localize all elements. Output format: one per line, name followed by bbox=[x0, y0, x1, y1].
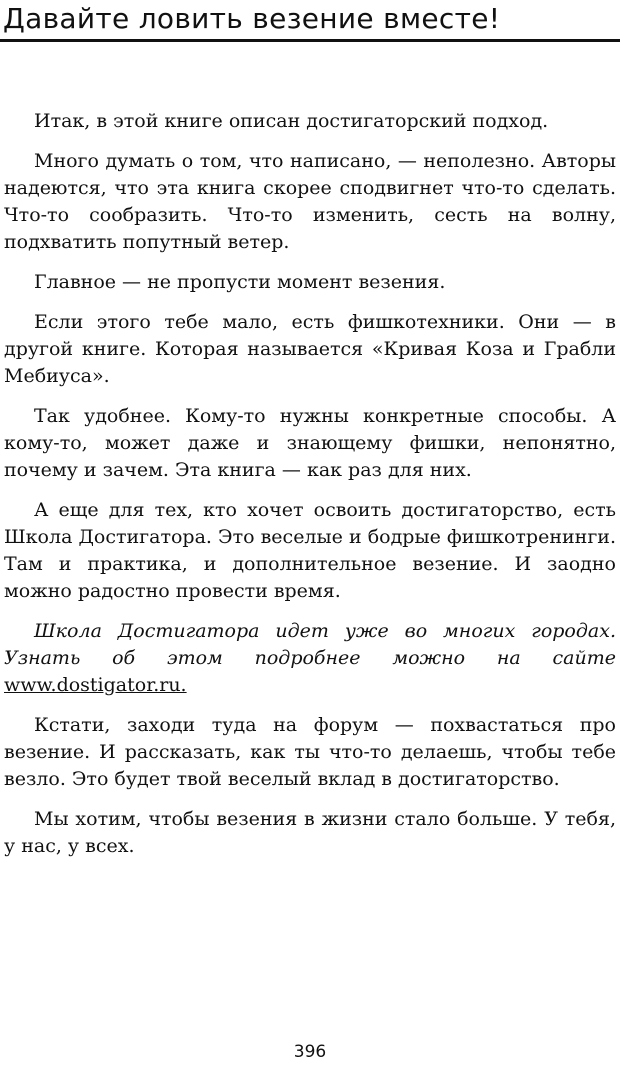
page-body bbox=[4, 108, 616, 873]
paragraph: Много думать о том, что написано, — неполезно. Авторы надеются, что эта книга скорее сподвигнет что-то сделать. Что-то сообразить. Что-то изменить, сесть на волну, подхватить попутный ветер. bbox=[4, 150, 616, 253]
paragraph: Главное — не пропусти момент везения. bbox=[34, 271, 446, 293]
paragraph: Если этого тебе мало, есть фишкотехники. Они — в другой книге. Которая называется «Кривая Коза и Грабли Мебиуса». bbox=[4, 311, 616, 387]
paragraph: Мы хотим, чтобы везения в жизни стало больше. У тебя, у нас, у всех. bbox=[4, 808, 616, 857]
italic-note bbox=[4, 618, 616, 699]
page-number: 396 bbox=[293, 1042, 327, 1062]
header-rule bbox=[0, 39, 620, 42]
paragraph: А еще для тех, кто хочет освоить достигаторство, есть Школа Достигатора. Это веселые и бодрые фишкотренинги. Там и практика, и дополнительное везение. И заодно можно радостно провести время. bbox=[4, 499, 616, 602]
chapter-title: Давайте ловить везение вместе! bbox=[3, 2, 501, 35]
paragraph: Итак, в этой книге описан достигаторский подход. bbox=[34, 110, 549, 132]
italic-note-text: Школа Достигатора идет уже во многих городах. Узнать об этом подробнее можно на сайте bbox=[4, 620, 616, 669]
paragraph: Так удобнее. Кому-то нужны конкретные способы. А кому-то, может даже и знающему фишки, непонятно, почему и зачем. Эта книга — как раз для них. bbox=[4, 405, 616, 481]
running-header bbox=[0, 0, 620, 46]
website-link[interactable]: www.dostigator.ru. bbox=[4, 674, 187, 696]
paragraph: Кстати, заходи туда на форум — похвастаться про везение. И рассказать, как ты что-то делаешь, чтобы тебе везло. Это будет твой веселый вклад в достигаторство. bbox=[4, 714, 616, 790]
